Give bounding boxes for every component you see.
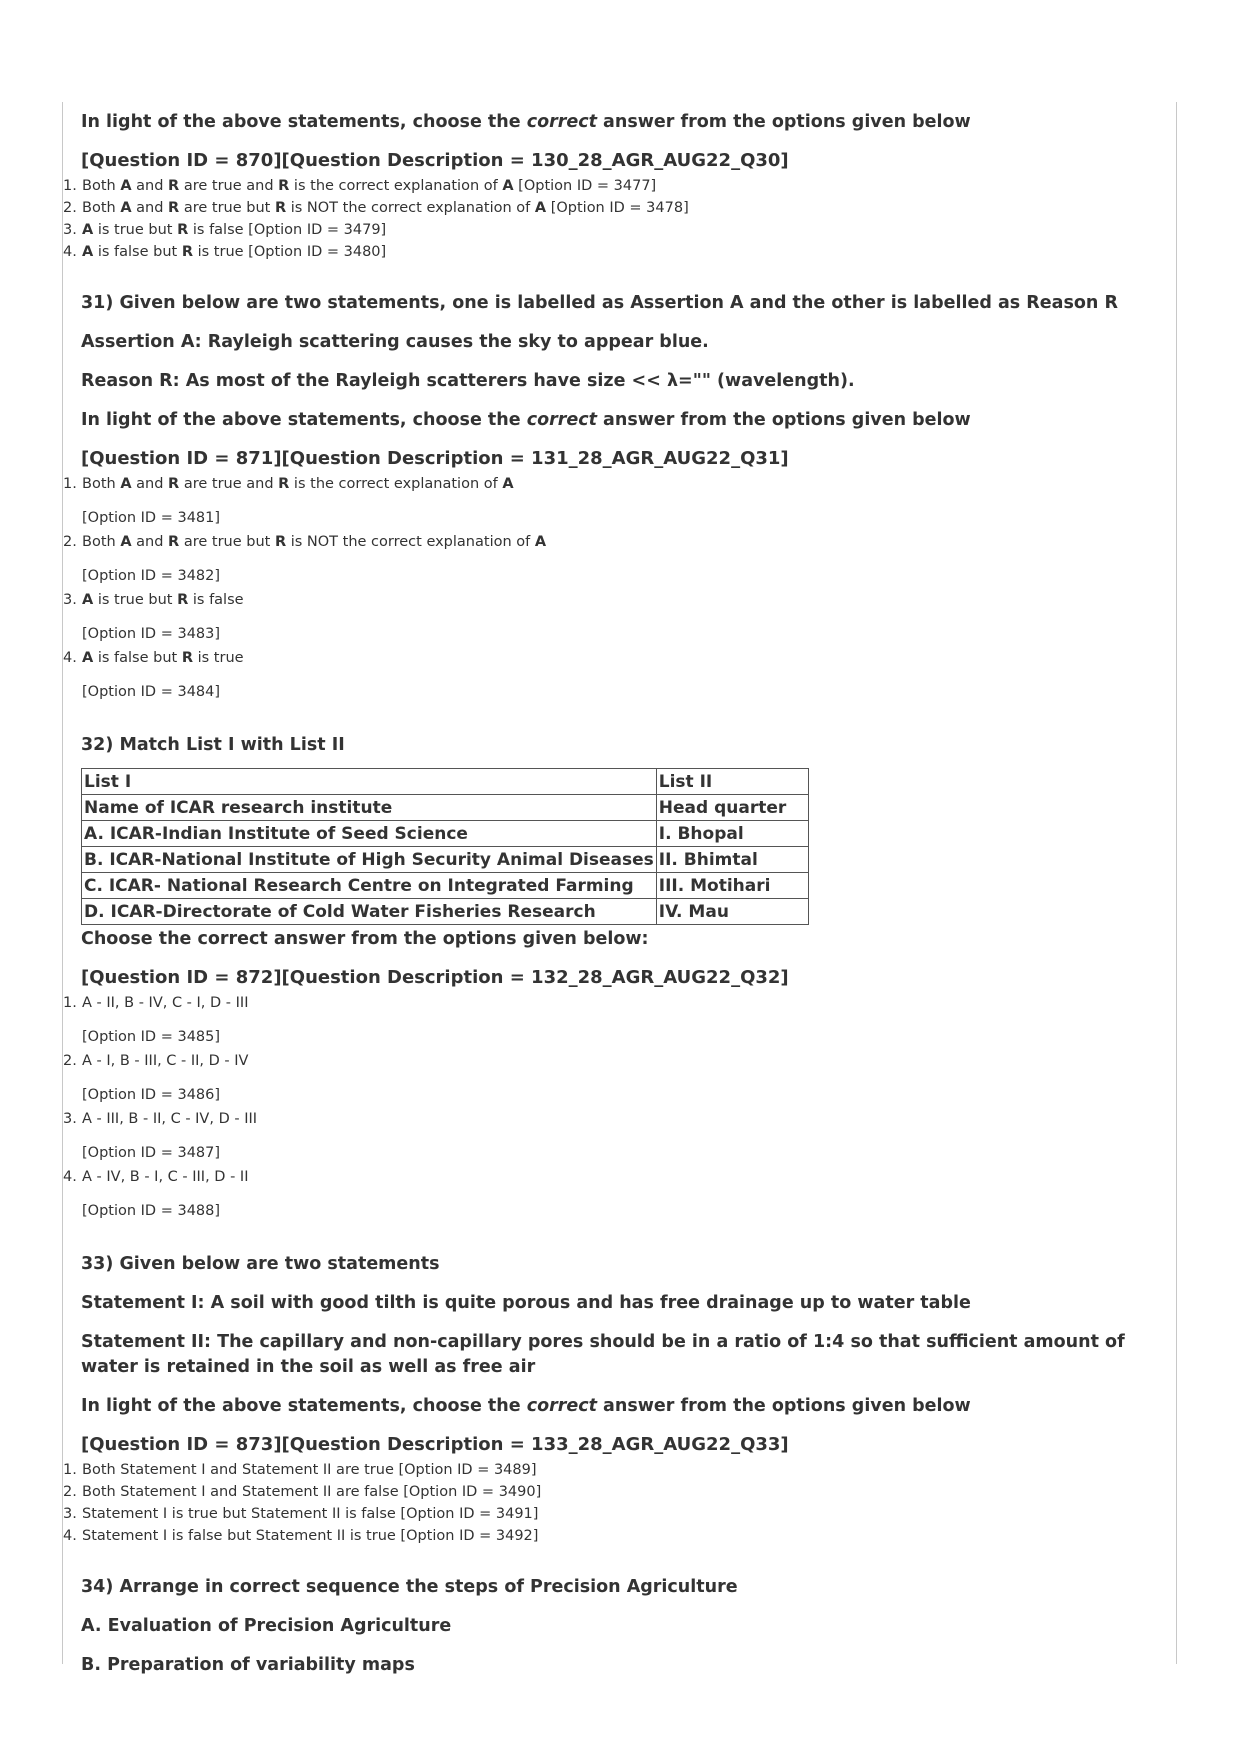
q31-assertion: Assertion A: Rayleigh scattering causes the sky to appear blue. [81, 332, 709, 352]
match-table [81, 768, 809, 925]
question-33 [63, 1252, 1171, 1547]
q30-option-3[interactable]: 3. A is true but R is false [Option ID = 3479] [63, 222, 387, 238]
table-cell: II. Bhimtal [656, 847, 808, 873]
table-row [82, 795, 809, 821]
table-row [82, 899, 809, 925]
q32-option-3[interactable]: 3. A - III, B - II, C - IV, D - III [Option ID = 3487] [63, 1111, 258, 1161]
q32-question-id: [Question ID = 872][Question Description = 132_28_AGR_AUG22_Q32] [81, 967, 789, 988]
question-30 [63, 110, 1171, 263]
table-cell: B. ICAR-National Institute of High Security Animal Diseases [82, 847, 657, 873]
q32-option-1[interactable]: 1. A - II, B - IV, C - I, D - III [Option ID = 3485] [63, 995, 249, 1045]
q31-option-4[interactable]: 4. A is false but R is true [Option ID = 3484] [63, 650, 244, 700]
q31-option-2[interactable]: 2. Both A and R are true but R is NOT the correct explanation of A [Option ID = 3482] [63, 534, 547, 584]
q33-instruction: In light of the above statements, choose the correct answer from the options given below [81, 1396, 971, 1416]
q31-option-3[interactable]: 3. A is true but R is false [Option ID = 3483] [63, 592, 244, 642]
table-row [82, 821, 809, 847]
q34-step-a: A. Evaluation of Precision Agriculture [81, 1616, 452, 1636]
q30-option-4[interactable]: 4. A is false but R is true [Option ID = 3480] [63, 244, 387, 260]
table-cell: A. ICAR-Indian Institute of Seed Science [82, 821, 657, 847]
q32-choose: Choose the correct answer from the options given below: [81, 929, 649, 949]
table-cell: Name of ICAR research institute [82, 795, 657, 821]
table-cell: List I [82, 769, 657, 795]
q32-option-2[interactable]: 2. A - I, B - III, C - II, D - IV [Option ID = 3486] [63, 1053, 249, 1103]
table-row [82, 769, 809, 795]
q34-step-b: B. Preparation of variability maps [81, 1655, 415, 1675]
q31-reason: Reason R: As most of the Rayleigh scatterers have size << λ="" (wavelength). [81, 371, 855, 391]
page-border-left [62, 102, 63, 1664]
q31-options [63, 473, 1171, 703]
q33-option-2[interactable]: 2. Both Statement I and Statement II are false [Option ID = 3490] [63, 1484, 542, 1500]
q32-option-4[interactable]: 4. A - IV, B - I, C - III, D - II [Option ID = 3488] [63, 1169, 249, 1219]
table-cell: I. Bhopal [656, 821, 808, 847]
q31-heading: 31) Given below are two statements, one is labelled as Assertion A and the other is labelled as Reason R [81, 293, 1118, 313]
q30-question-id: [Question ID = 870][Question Description = 130_28_AGR_AUG22_Q30] [81, 150, 789, 171]
table-cell: D. ICAR-Directorate of Cold Water Fisheries Research [82, 899, 657, 925]
table-row [82, 847, 809, 873]
table-cell: III. Motihari [656, 873, 808, 899]
q31-option-1[interactable]: 1. Both A and R are true and R is the correct explanation of A [Option ID = 3481] [63, 476, 514, 526]
table-row [82, 873, 809, 899]
question-31 [63, 291, 1171, 703]
q31-instruction: In light of the above statements, choose the correct answer from the options given below [81, 410, 971, 430]
q33-question-id: [Question ID = 873][Question Description = 133_28_AGR_AUG22_Q33] [81, 1434, 789, 1455]
page-border-right [1176, 102, 1177, 1664]
q30-option-1[interactable]: 1. Both A and R are true and R is the correct explanation of A [Option ID = 3477] [63, 178, 657, 194]
q32-options [63, 992, 1171, 1222]
q33-heading: 33) Given below are two statements [81, 1254, 440, 1274]
table-cell: Head quarter [656, 795, 808, 821]
table-cell: IV. Mau [656, 899, 808, 925]
document-body [63, 110, 1171, 1692]
q31-question-id: [Question ID = 871][Question Description = 131_28_AGR_AUG22_Q31] [81, 448, 789, 469]
q33-statement-1: Statement I: A soil with good tilth is quite porous and has free drainage up to water table [81, 1293, 971, 1313]
q33-options [63, 1459, 1171, 1547]
table-cell: List II [656, 769, 808, 795]
q33-option-1[interactable]: 1. Both Statement I and Statement II are true [Option ID = 3489] [63, 1462, 537, 1478]
q33-option-3[interactable]: 3. Statement I is true but Statement II is false [Option ID = 3491] [63, 1506, 539, 1522]
q33-option-4[interactable]: 4. Statement I is false but Statement II is true [Option ID = 3492] [63, 1528, 539, 1544]
q30-instruction: In light of the above statements, choose the correct answer from the options given below [81, 112, 971, 132]
q30-option-2[interactable]: 2. Both A and R are true but R is NOT the correct explanation of A [Option ID = 3478] [63, 200, 689, 216]
question-34 [81, 1575, 1171, 1678]
question-32 [63, 733, 1171, 1222]
q30-options [63, 175, 1171, 263]
q32-heading: 32) Match List I with List II [81, 735, 345, 755]
table-cell: C. ICAR- National Research Centre on Integrated Farming [82, 873, 657, 899]
q33-statement-2: Statement II: The capillary and non-capillary pores should be in a ratio of 1:4 so that sufficient amount of water is retained in the soil as well as free air [81, 1332, 1125, 1377]
q34-heading: 34) Arrange in correct sequence the steps of Precision Agriculture [81, 1577, 738, 1597]
